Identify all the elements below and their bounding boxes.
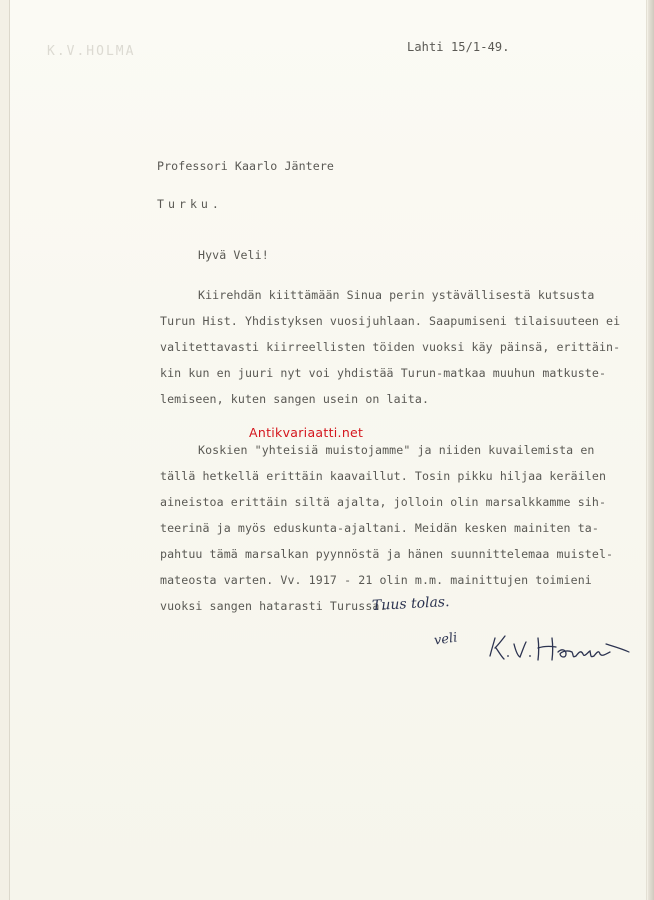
body-line: teerinä ja myös eduskunta-ajaltani. Meidän kesken mainiten ta- bbox=[160, 521, 599, 535]
handwritten-closing-veli: veli bbox=[433, 630, 459, 649]
body-line: Koskien "yhteisiä muistojamme" ja niiden kuvailemista en bbox=[198, 443, 595, 457]
body-line: kin kun en juuri nyt voi yhdistää Turun-matkaa muuhun matkuste- bbox=[160, 366, 607, 380]
body-line: Kiirehdän kiittämään Sinua perin ystävällisestä kutsusta bbox=[198, 288, 595, 302]
body-line: mateosta varten. Vv. 1917 - 21 olin m.m. mainittujen toimieni bbox=[160, 573, 592, 587]
letterhead: K.V.HOLMA bbox=[47, 44, 136, 59]
signature bbox=[486, 630, 636, 666]
body-line: tällä hetkellä erittäin kaavaillut. Tosin pikku hiljaa keräilen bbox=[160, 469, 607, 483]
paper-edge-shadow bbox=[648, 0, 654, 900]
letter-date: Lahti 15/1-49. bbox=[407, 40, 510, 54]
body-line: valitettavasti kiirreellisten töiden vuoksi käy päinsä, erittäin- bbox=[160, 340, 621, 354]
salutation: Hyvä Veli! bbox=[198, 248, 269, 262]
body-line: lemiseen, kuten sangen usein on laita. bbox=[160, 392, 430, 406]
watermark: Antikvariaatti.net bbox=[249, 425, 364, 440]
body-line: pahtuu tämä marsalkan pyynnöstä ja hänen suunnittelemaa muistel- bbox=[160, 547, 614, 561]
body-line: Turun Hist. Yhdistyksen vuosijuhlaan. Saapumiseni tilaisuuteen ei bbox=[160, 314, 621, 328]
handwritten-closing: Tuus tolas. bbox=[371, 593, 450, 615]
recipient-city: Turku. bbox=[157, 197, 223, 211]
body-line: vuoksi sangen hatarasti Turussa. bbox=[160, 599, 387, 613]
body-line: aineistoa erittäin siltä ajalta, jolloin olin marsalkkamme sih- bbox=[160, 495, 607, 509]
recipient-name: Professori Kaarlo Jäntere bbox=[157, 159, 335, 173]
